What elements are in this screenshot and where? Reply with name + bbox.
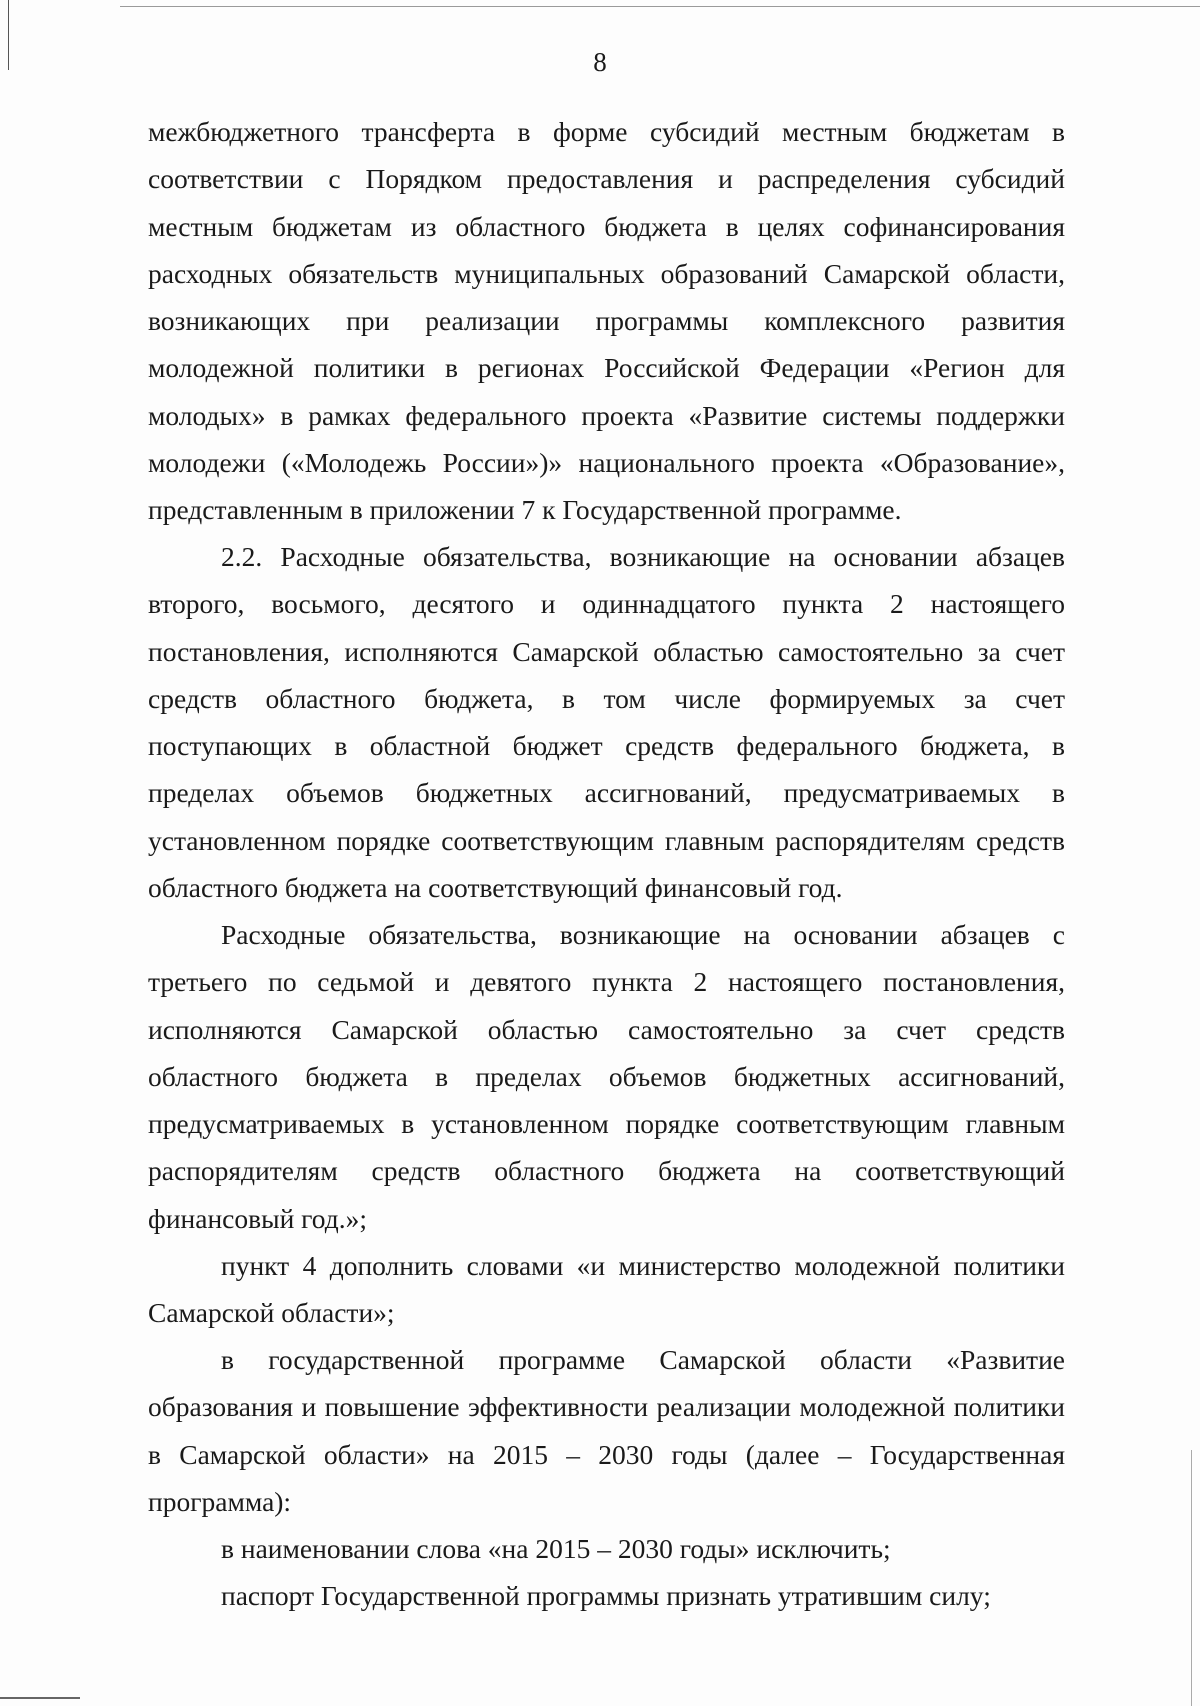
paragraph-4 (148, 1242, 1065, 1337)
paragraph-1 (148, 108, 1065, 534)
paragraph-5-line: образования и повышение эффективности реализации молодежной политики (148, 1391, 1065, 1423)
paragraph-5-line: программа): (148, 1485, 292, 1517)
paragraph-1-line: возникающих при реализации программы комплексного развития (148, 305, 1065, 337)
paragraph-1-line: соответствии с Порядком предоставления и распределения субсидий (148, 163, 1065, 195)
paragraph-1-line: местным бюджетам из областного бюджета в целях софинансирования (148, 210, 1065, 242)
paragraph-3-line: предусматриваемых в установленном порядке соответствующим главным (148, 1108, 1065, 1140)
paragraph-3-line: распорядителям средств областного бюджета на соответствующий (148, 1155, 1065, 1187)
paragraph-4-line: Самарской области»; (148, 1297, 395, 1329)
paragraph-3-line: исполняются Самарской областью самостоятельно за счет средств (148, 1013, 1065, 1045)
paragraph-2-2-line: второго, восьмого, десятого и одиннадцатого пункта 2 настоящего (148, 588, 1065, 620)
scan-edge-top (120, 6, 1200, 7)
paragraph-4-line: пункт 4 дополнить словами «и министерство молодежной политики (221, 1250, 1065, 1281)
paragraph-3-line: областного бюджета в пределах объемов бюджетных ассигнований, (148, 1060, 1065, 1092)
paragraph-1-line: межбюджетного трансферта в форме субсидий местным бюджетам в (148, 116, 1065, 147)
paragraph-3-line: Расходные обязательства, возникающие на основании абзацев с (221, 919, 1065, 950)
paragraph-1-line: расходных обязательств муниципальных образований Самарской области, (148, 257, 1065, 289)
paragraph-6 (148, 1525, 1065, 1572)
paragraph-1-line: молодых» в рамках федерального проекта «Развитие системы поддержки (148, 399, 1065, 431)
page-number: 8 (593, 47, 607, 77)
paragraph-2-2-line: пределах объемов бюджетных ассигнований, предусматриваемых в (148, 777, 1065, 809)
paragraph-2-2 (148, 533, 1065, 911)
paragraph-2-2-line: поступающих в областной бюджет средств федерального бюджета, в (148, 730, 1065, 762)
paragraph-2-2-line: областного бюджета на соответствующий финансовый год. (148, 872, 843, 904)
paragraph-1-line: молодежной политики в регионах Российской Федерации «Регион для (148, 352, 1065, 384)
paragraph-2-2-line: постановления, исполняются Самарской областью самостоятельно за счет (148, 635, 1065, 667)
paragraph-2-2-line: установленном порядке соответствующим главным распорядителям средств (148, 824, 1065, 856)
paragraph-5-line: в Самарской области» на 2015 – 2030 годы (далее – Государственная (148, 1438, 1065, 1470)
paragraph-5-line: в государственной программе Самарской области «Развитие (221, 1344, 1065, 1375)
paragraph-2-2-line: средств областного бюджета, в том числе формируемых за счет (148, 682, 1065, 714)
scan-edge-right (1191, 1450, 1192, 1706)
paragraph-3-line: третьего по седьмой и девятого пункта 2 настоящего постановления, (148, 966, 1065, 998)
paragraph-3-line: финансовый год.»; (148, 1202, 367, 1234)
paragraph-1-line: представленным в приложении 7 к Государственной программе. (148, 494, 902, 526)
paragraph-1-line: молодежи («Молодежь России»)» национального проекта «Образование», (148, 447, 1065, 479)
paragraph-6-line: в наименовании слова «на 2015 – 2030 годы» исключить; (221, 1533, 891, 1564)
paragraph-7 (148, 1572, 1065, 1619)
paragraph-3 (148, 911, 1065, 1242)
paragraph-5 (148, 1336, 1065, 1525)
scan-edge-bottom (0, 1697, 80, 1699)
paragraph-2-2-line: 2.2. Расходные обязательства, возникающие на основании абзацев (221, 541, 1065, 572)
paragraph-7-line: паспорт Государственной программы признать утратившим силу; (221, 1580, 991, 1611)
